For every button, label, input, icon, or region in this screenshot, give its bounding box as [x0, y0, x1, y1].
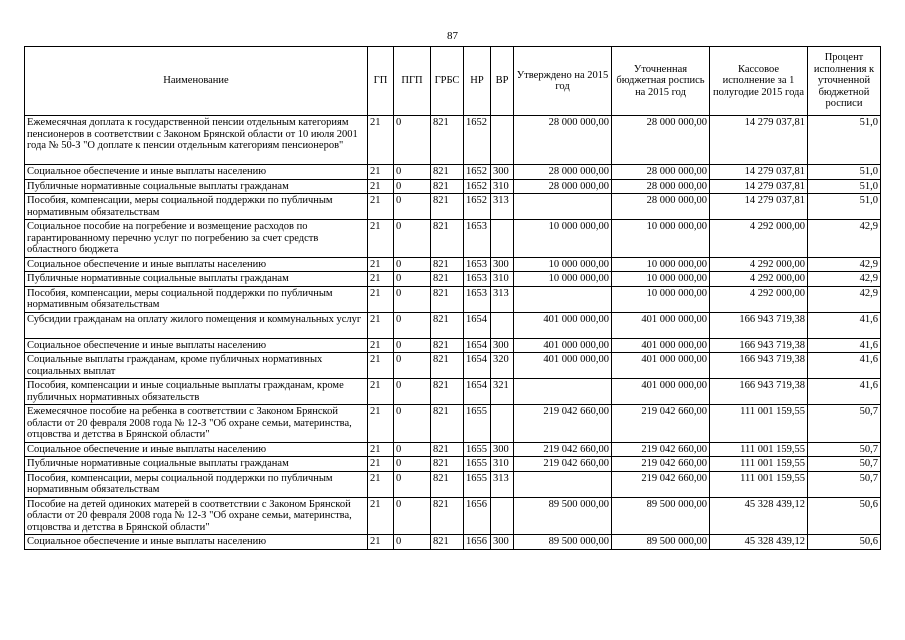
cell-cash: 14 279 037,81 — [710, 165, 808, 180]
cell-name: Публичные нормативные социальные выплаты гражданам — [25, 272, 368, 287]
cell-grbs: 821 — [431, 353, 464, 379]
cell-refined: 10 000 000,00 — [612, 257, 710, 272]
cell-percent: 41,6 — [808, 338, 881, 353]
header-name: Наименование — [25, 47, 368, 116]
table-row — [25, 165, 881, 180]
cell-name: Пособия, компенсации, меры социальной поддержки по публичным нормативным обязательствам — [25, 471, 368, 497]
cell-refined: 10 000 000,00 — [612, 220, 710, 258]
cell-cash: 166 943 719,38 — [710, 312, 808, 338]
cell-approved: 219 042 660,00 — [514, 442, 612, 457]
cell-grbs: 821 — [431, 535, 464, 550]
cell-percent: 42,9 — [808, 220, 881, 258]
cell-cash: 111 001 159,55 — [710, 442, 808, 457]
header-refined: Уточненная бюджетная роспись на 2015 год — [612, 47, 710, 116]
cell-pgp: 0 — [394, 379, 431, 405]
cell-percent: 42,9 — [808, 286, 881, 312]
cell-np: 1653 — [464, 257, 491, 272]
header-pgp: ПГП — [394, 47, 431, 116]
cell-np: 1654 — [464, 312, 491, 338]
cell-name: Ежемесячная доплата к государственной пенсии отдельным категориям пенсионеров в соответствии с Законом Брянской области от 10 июля 2001 года № 50-З "О доплате к пенсии отдельным категориям пенсионеров" — [25, 116, 368, 165]
cell-np: 1654 — [464, 379, 491, 405]
cell-grbs: 821 — [431, 312, 464, 338]
cell-grbs: 821 — [431, 338, 464, 353]
cell-name: Пособия, компенсации, меры социальной поддержки по публичным нормативным обязательствам — [25, 194, 368, 220]
cell-approved: 401 000 000,00 — [514, 338, 612, 353]
cell-refined: 28 000 000,00 — [612, 165, 710, 180]
cell-cash: 14 279 037,81 — [710, 179, 808, 194]
cell-approved: 401 000 000,00 — [514, 353, 612, 379]
cell-cash: 166 943 719,38 — [710, 338, 808, 353]
cell-pgp: 0 — [394, 179, 431, 194]
cell-np: 1654 — [464, 338, 491, 353]
cell-gp: 21 — [368, 272, 394, 287]
cell-pgp: 0 — [394, 257, 431, 272]
cell-vr: 300 — [491, 535, 514, 550]
cell-percent: 51,0 — [808, 179, 881, 194]
cell-percent: 51,0 — [808, 116, 881, 165]
header-percent: Процент исполнения к уточненной бюджетной росписи — [808, 47, 881, 116]
cell-pgp: 0 — [394, 353, 431, 379]
cell-gp: 21 — [368, 405, 394, 443]
cell-name: Социальные выплаты гражданам, кроме публичных нормативных социальных выплат — [25, 353, 368, 379]
cell-np: 1653 — [464, 272, 491, 287]
cell-grbs: 821 — [431, 257, 464, 272]
cell-refined: 10 000 000,00 — [612, 286, 710, 312]
cell-cash: 45 328 439,12 — [710, 497, 808, 535]
cell-vr: 321 — [491, 379, 514, 405]
cell-name: Субсидии гражданам на оплату жилого помещения и коммунальных услуг — [25, 312, 368, 338]
cell-name: Ежемесячное пособие на ребенка в соответствии с Законом Брянской области от 20 февраля 2008 года № 12-З "Об охране семьи, материнства, отцовства и детства в Брянской области" — [25, 405, 368, 443]
cell-percent: 41,6 — [808, 312, 881, 338]
cell-grbs: 821 — [431, 497, 464, 535]
cell-gp: 21 — [368, 286, 394, 312]
table-row — [25, 194, 881, 220]
cell-cash: 14 279 037,81 — [710, 116, 808, 165]
cell-percent: 42,9 — [808, 257, 881, 272]
cell-refined: 401 000 000,00 — [612, 353, 710, 379]
cell-cash: 4 292 000,00 — [710, 257, 808, 272]
cell-approved — [514, 379, 612, 405]
table-row — [25, 353, 881, 379]
cell-refined: 401 000 000,00 — [612, 312, 710, 338]
cell-refined: 28 000 000,00 — [612, 194, 710, 220]
cell-grbs: 821 — [431, 286, 464, 312]
cell-pgp: 0 — [394, 405, 431, 443]
cell-cash: 111 001 159,55 — [710, 405, 808, 443]
cell-approved: 401 000 000,00 — [514, 312, 612, 338]
cell-gp: 21 — [368, 338, 394, 353]
cell-approved: 219 042 660,00 — [514, 405, 612, 443]
cell-approved: 219 042 660,00 — [514, 457, 612, 472]
header-row — [25, 47, 881, 116]
cell-refined: 401 000 000,00 — [612, 379, 710, 405]
cell-cash: 111 001 159,55 — [710, 471, 808, 497]
cell-approved: 10 000 000,00 — [514, 257, 612, 272]
table-row — [25, 471, 881, 497]
cell-refined: 28 000 000,00 — [612, 116, 710, 165]
cell-grbs: 821 — [431, 379, 464, 405]
cell-np: 1655 — [464, 405, 491, 443]
cell-pgp: 0 — [394, 220, 431, 258]
cell-pgp: 0 — [394, 194, 431, 220]
cell-vr: 300 — [491, 257, 514, 272]
cell-vr: 300 — [491, 338, 514, 353]
cell-vr: 310 — [491, 272, 514, 287]
table-row — [25, 312, 881, 338]
cell-cash: 4 292 000,00 — [710, 272, 808, 287]
cell-cash: 111 001 159,55 — [710, 457, 808, 472]
cell-approved: 28 000 000,00 — [514, 179, 612, 194]
cell-name: Публичные нормативные социальные выплаты гражданам — [25, 179, 368, 194]
cell-np: 1652 — [464, 165, 491, 180]
cell-pgp: 0 — [394, 442, 431, 457]
cell-np: 1653 — [464, 286, 491, 312]
table-row — [25, 497, 881, 535]
cell-np: 1653 — [464, 220, 491, 258]
cell-gp: 21 — [368, 442, 394, 457]
header-approved: Утверждено на 2015 год — [514, 47, 612, 116]
cell-name: Пособия, компенсации, меры социальной поддержки по публичным нормативным обязательствам — [25, 286, 368, 312]
cell-refined: 89 500 000,00 — [612, 497, 710, 535]
cell-grbs: 821 — [431, 442, 464, 457]
cell-gp: 21 — [368, 220, 394, 258]
cell-np: 1656 — [464, 497, 491, 535]
table-row — [25, 379, 881, 405]
cell-percent: 51,0 — [808, 194, 881, 220]
cell-name: Социальное пособие на погребение и возмещение расходов по гарантированному перечню услуг по погребению за счет средств областного бюджета — [25, 220, 368, 258]
cell-grbs: 821 — [431, 194, 464, 220]
cell-percent: 42,9 — [808, 272, 881, 287]
cell-vr — [491, 116, 514, 165]
cell-approved — [514, 286, 612, 312]
cell-pgp: 0 — [394, 286, 431, 312]
cell-refined: 401 000 000,00 — [612, 338, 710, 353]
cell-gp: 21 — [368, 312, 394, 338]
cell-grbs: 821 — [431, 457, 464, 472]
cell-percent: 51,0 — [808, 165, 881, 180]
cell-gp: 21 — [368, 257, 394, 272]
cell-gp: 21 — [368, 165, 394, 180]
header-np: НР — [464, 47, 491, 116]
cell-refined: 89 500 000,00 — [612, 535, 710, 550]
cell-cash: 166 943 719,38 — [710, 353, 808, 379]
header-vr: ВР — [491, 47, 514, 116]
cell-percent: 50,7 — [808, 405, 881, 443]
cell-pgp: 0 — [394, 116, 431, 165]
cell-gp: 21 — [368, 116, 394, 165]
table-row — [25, 179, 881, 194]
cell-cash: 45 328 439,12 — [710, 535, 808, 550]
cell-pgp: 0 — [394, 497, 431, 535]
cell-refined: 219 042 660,00 — [612, 471, 710, 497]
cell-approved: 28 000 000,00 — [514, 116, 612, 165]
cell-percent: 50,7 — [808, 471, 881, 497]
table-row — [25, 272, 881, 287]
cell-percent: 41,6 — [808, 379, 881, 405]
cell-vr: 300 — [491, 165, 514, 180]
cell-pgp: 0 — [394, 165, 431, 180]
cell-pgp: 0 — [394, 338, 431, 353]
table-row — [25, 442, 881, 457]
cell-cash: 166 943 719,38 — [710, 379, 808, 405]
cell-gp: 21 — [368, 179, 394, 194]
cell-pgp: 0 — [394, 457, 431, 472]
cell-grbs: 821 — [431, 405, 464, 443]
header-gp: ГП — [368, 47, 394, 116]
cell-refined: 28 000 000,00 — [612, 179, 710, 194]
cell-approved: 28 000 000,00 — [514, 165, 612, 180]
cell-cash: 4 292 000,00 — [710, 220, 808, 258]
cell-approved: 10 000 000,00 — [514, 220, 612, 258]
cell-percent: 50,6 — [808, 535, 881, 550]
cell-np: 1652 — [464, 116, 491, 165]
cell-grbs: 821 — [431, 220, 464, 258]
cell-percent: 50,6 — [808, 497, 881, 535]
cell-refined: 219 042 660,00 — [612, 405, 710, 443]
cell-refined: 219 042 660,00 — [612, 457, 710, 472]
table-row — [25, 535, 881, 550]
cell-pgp: 0 — [394, 471, 431, 497]
cell-percent: 50,7 — [808, 457, 881, 472]
cell-vr: 313 — [491, 471, 514, 497]
cell-vr: 310 — [491, 179, 514, 194]
header-grbs: ГРБС — [431, 47, 464, 116]
cell-np: 1654 — [464, 353, 491, 379]
cell-vr: 313 — [491, 286, 514, 312]
table-row — [25, 338, 881, 353]
budget-table — [24, 46, 881, 550]
cell-percent: 41,6 — [808, 353, 881, 379]
cell-grbs: 821 — [431, 272, 464, 287]
cell-approved: 10 000 000,00 — [514, 272, 612, 287]
cell-vr — [491, 405, 514, 443]
cell-refined: 10 000 000,00 — [612, 272, 710, 287]
cell-vr: 313 — [491, 194, 514, 220]
cell-name: Пособия, компенсации и иные социальные выплаты гражданам, кроме публичных нормативных обязательств — [25, 379, 368, 405]
cell-cash: 14 279 037,81 — [710, 194, 808, 220]
table-row — [25, 116, 881, 165]
cell-vr — [491, 497, 514, 535]
cell-approved: 89 500 000,00 — [514, 535, 612, 550]
table-row — [25, 220, 881, 258]
cell-name: Социальное обеспечение и иные выплаты населению — [25, 442, 368, 457]
cell-vr — [491, 220, 514, 258]
cell-vr: 310 — [491, 457, 514, 472]
cell-np: 1655 — [464, 442, 491, 457]
header-cash: Кассовое исполнение за 1 полугодие 2015 года — [710, 47, 808, 116]
cell-gp: 21 — [368, 194, 394, 220]
cell-approved — [514, 471, 612, 497]
cell-refined: 219 042 660,00 — [612, 442, 710, 457]
cell-np: 1655 — [464, 457, 491, 472]
cell-gp: 21 — [368, 379, 394, 405]
cell-approved: 89 500 000,00 — [514, 497, 612, 535]
cell-np: 1652 — [464, 194, 491, 220]
cell-grbs: 821 — [431, 471, 464, 497]
cell-gp: 21 — [368, 353, 394, 379]
cell-np: 1655 — [464, 471, 491, 497]
cell-grbs: 821 — [431, 165, 464, 180]
table-row — [25, 405, 881, 443]
cell-gp: 21 — [368, 497, 394, 535]
cell-pgp: 0 — [394, 312, 431, 338]
cell-grbs: 821 — [431, 116, 464, 165]
cell-gp: 21 — [368, 457, 394, 472]
cell-vr: 300 — [491, 442, 514, 457]
table-row — [25, 286, 881, 312]
cell-percent: 50,7 — [808, 442, 881, 457]
cell-name: Пособие на детей одиноких матерей в соответствии с Законом Брянской области от 20 февраля 2008 года № 12-З "Об охране семьи, материнства, отцовства и детства в Брянской области" — [25, 497, 368, 535]
cell-name: Социальное обеспечение и иные выплаты населению — [25, 257, 368, 272]
cell-vr — [491, 312, 514, 338]
cell-pgp: 0 — [394, 535, 431, 550]
page-number: 87 — [447, 30, 458, 42]
cell-vr: 320 — [491, 353, 514, 379]
cell-name: Социальное обеспечение и иные выплаты населению — [25, 338, 368, 353]
table-row — [25, 457, 881, 472]
cell-cash: 4 292 000,00 — [710, 286, 808, 312]
cell-name: Публичные нормативные социальные выплаты гражданам — [25, 457, 368, 472]
cell-np: 1656 — [464, 535, 491, 550]
cell-np: 1652 — [464, 179, 491, 194]
cell-name: Социальное обеспечение и иные выплаты населению — [25, 165, 368, 180]
cell-name: Социальное обеспечение и иные выплаты населению — [25, 535, 368, 550]
cell-gp: 21 — [368, 535, 394, 550]
cell-pgp: 0 — [394, 272, 431, 287]
cell-approved — [514, 194, 612, 220]
cell-grbs: 821 — [431, 179, 464, 194]
table-row — [25, 257, 881, 272]
cell-gp: 21 — [368, 471, 394, 497]
